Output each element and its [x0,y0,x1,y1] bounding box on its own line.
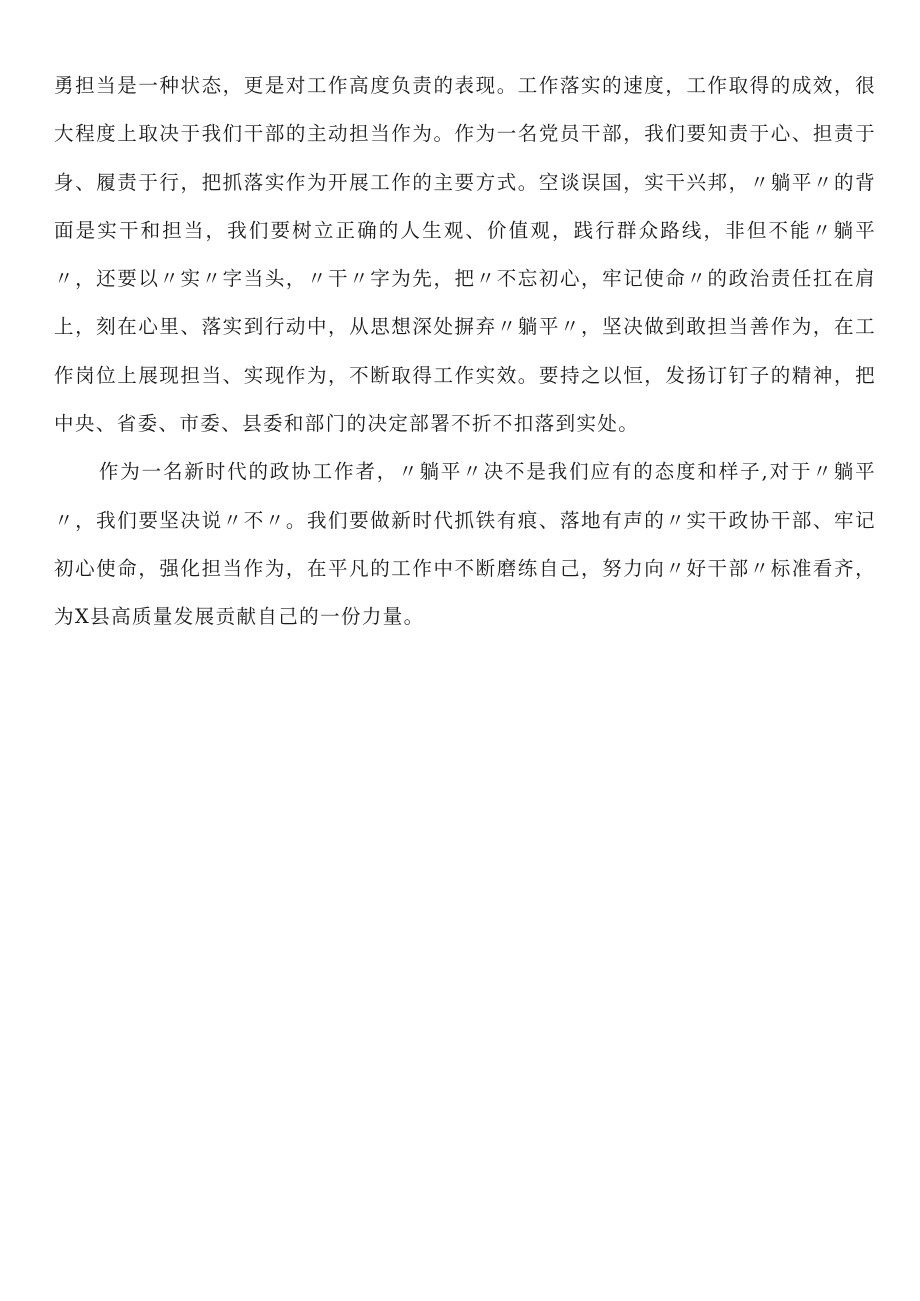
paragraph-1: 勇担当是一种状态，更是对工作高度负责的表现。工作落实的速度，工作取得的成效，很大程度上取决于我们干部的主动担当作为。作为一名党员干部，我们要知责于心、担责于身、履责于行，把抓落实作为开展工作的主要方式。空谈误国，实干兴邦，〃躺平〃的背面是实干和担当，我们要树立正确的人生观、价值观，践行群众路线，非但不能〃躺平〃，还要以〃实〃字当头，〃干〃字为先，把〃不忘初心，牢记使命〃的政治责任扛在肩上，刻在心里、落实到行动中，从思想深处摒弃〃躺平〃，坚决做到敢担当善作为，在工作岗位上展现担当、实现作为，不断取得工作实效。要持之以恒，发扬订钉子的精神，把中央、省委、市委、县委和部门的决定部署不折不扣落到实处。 [54,74,876,436]
document-body [54,62,876,642]
paragraph-2: 作为一名新时代的政协工作者，〃躺平〃决不是我们应有的态度和样子,对于〃躺平〃，我们要坚决说〃不〃。我们要做新时代抓铁有痕、落地有声的〃实干政协干部、牢记初心使命，强化担当作为，在平凡的工作中不断磨练自己，努力向〃好干部〃标准看齐，为X县高质量发展贡献自己的一份力量。 [54,460,876,629]
